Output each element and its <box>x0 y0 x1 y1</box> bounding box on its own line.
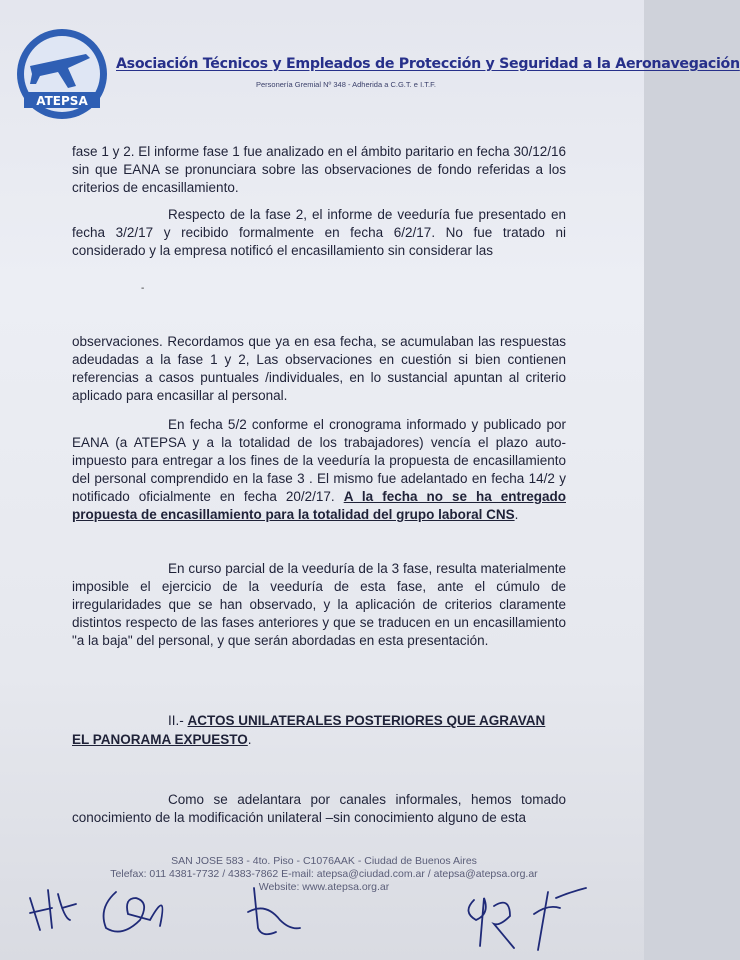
section-heading <box>72 711 566 749</box>
stray-mark: - <box>141 283 145 294</box>
signatures <box>0 868 644 960</box>
paragraph-phase-2: Respecto de la fase 2, el informe de veeduría fue presentado en fecha 3/2/17 y recibido formalmente en fecha 6/2/17. No fue tratado ni considerado y la empresa notificó el encasillamiento sin considerar las <box>72 207 566 258</box>
logo-text: ATEPSA <box>36 94 88 108</box>
paragraph-observaciones: observaciones. Recordamos que ya en esa fecha, se acumulaban las respuestas adeudadas a la fase 1 y 2, Las observaciones en cuestión si bien contienen referencias a casos puntuales /individuales, en lo sustancial apuntan al criterio aplicado para encasillar al personal. <box>72 334 566 403</box>
signature-3 <box>248 888 300 934</box>
signature-4 <box>468 888 586 950</box>
section-title: ACTOS UNILATERALES POSTERIORES QUE AGRAVAN EL PANORAMA EXPUESTO <box>72 713 546 747</box>
organization-registration: Personería Gremial Nº 348 - Adherida a C.G.T. e I.T.F. <box>256 80 436 89</box>
footer-contact: Telefax: 011 4381-7732 / 4383-7862 E-mail: atepsa@ciudad.com.ar / atepsa@atepsa.org.ar <box>110 868 538 880</box>
section-title-end: . <box>247 732 252 747</box>
signature-2 <box>104 892 163 932</box>
section-number: II.- <box>168 713 188 728</box>
paragraph-phase-1: fase 1 y 2. El informe fase 1 fue analizado en el ámbito paritario en fecha 30/12/16 sin que EANA se pronunciara sobre las observaciones de fondo referidas a los criterios de encasillamiento. <box>72 144 566 195</box>
atepsa-logo <box>16 24 108 128</box>
paragraph-veeduria: En curso parcial de la veeduría de la 3 fase, resulta materialmente imposible el ejercicio de la veeduría de esta fase, ante el cúmulo de irregularidades que se han observado, y la aplicación de criterios claramente distintos respecto de las fases anteriores y que se traducen en un encasillamiento "a la baja" del personal, y que serán abordadas en esta presentación. <box>72 561 566 648</box>
signature-1 <box>30 890 76 930</box>
paragraph-phase-3-end: . <box>514 507 519 522</box>
footer-website: Website: www.atepsa.org.ar <box>258 881 390 893</box>
paragraph-phase-3 <box>72 416 566 524</box>
organization-title: Asociación Técnicos y Empleados de Protección y Seguridad a la Aeronavegación <box>116 56 740 72</box>
paragraph-phase-3-text: En fecha 5/2 conforme el cronograma informado y publicado por EANA (a ATEPSA y a la totalidad de los trabajadores) vencía el plazo auto-impuesto para entregar a los fines de la veeduría la propuesta de encasillamiento del personal comprendido en la fase 3 . El mismo fue adelantado en fecha 14/2 y notificado oficialmente en fecha 20/2/17. <box>72 417 566 504</box>
emphasis-no-entrega: A la fecha no se ha entregado propuesta de encasillamiento para la totalidad del grupo laboral CNS <box>72 489 566 522</box>
footer-address: SAN JOSE 583 - 4to. Piso - C1076AAK - Ciudad de Buenos Aires <box>171 855 477 867</box>
paragraph-modificacion: Como se adelantara por canales informales, hemos tomado conocimiento de la modificación unilateral –sin conocimiento alguno de esta <box>72 792 566 825</box>
